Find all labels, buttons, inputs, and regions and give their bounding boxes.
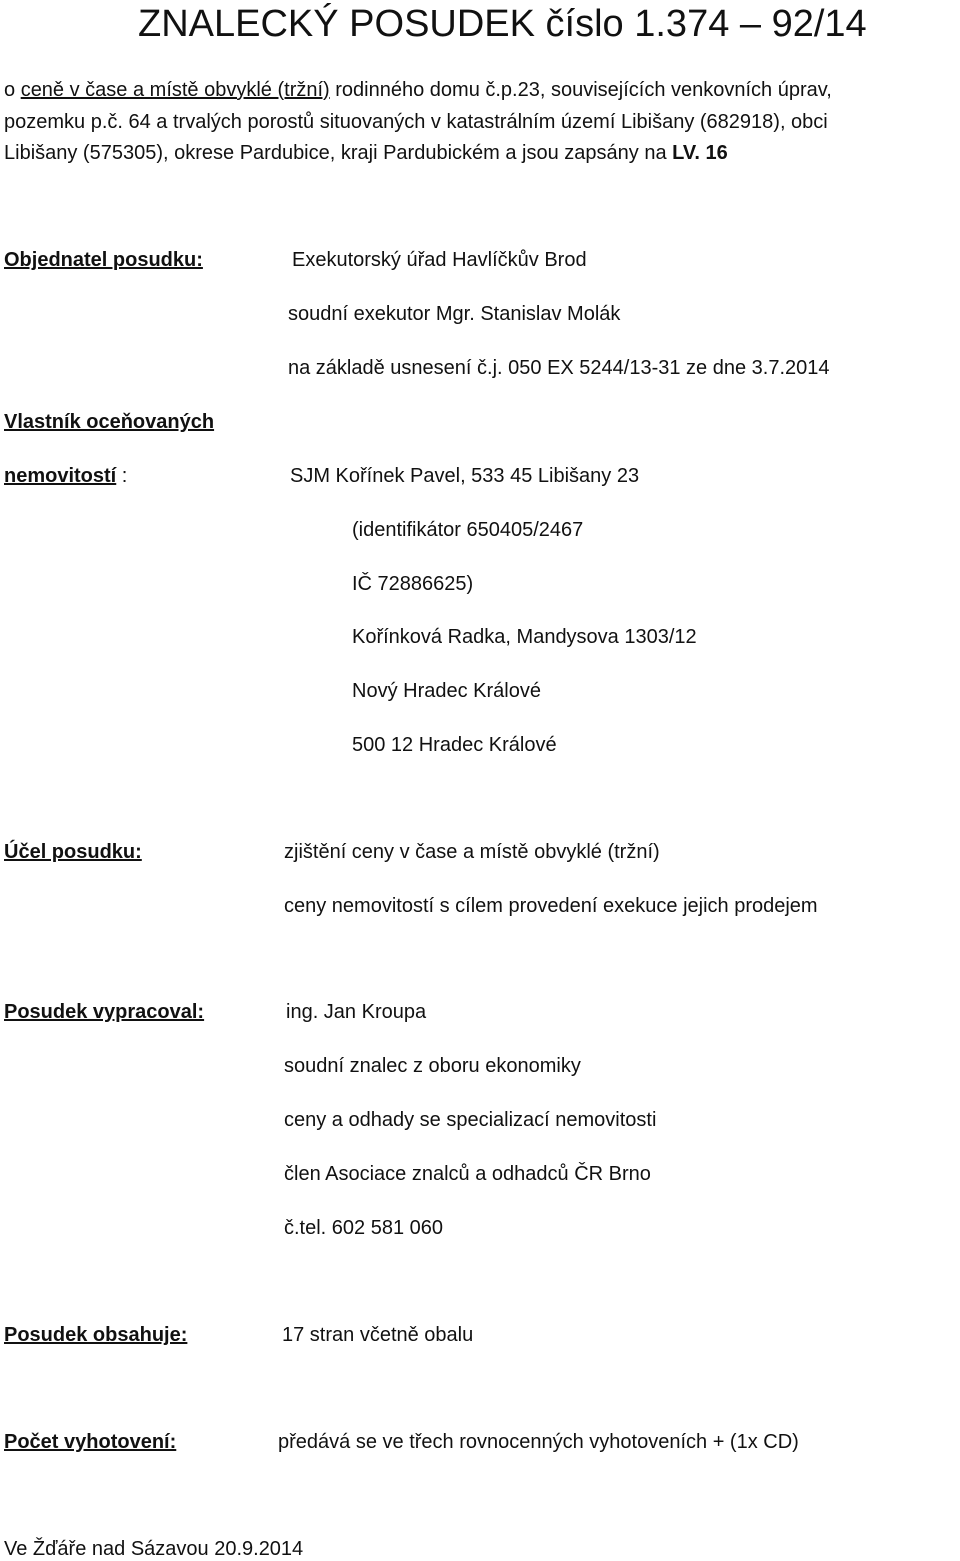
author-label: Posudek vypracoval: xyxy=(4,1001,205,1023)
owner-label-line-2 xyxy=(4,464,127,488)
author-phone: č.tel. 602 581 060 xyxy=(284,1217,444,1239)
intro-prefix: o xyxy=(4,79,21,101)
owner-label-word: nemovitostí xyxy=(4,465,117,487)
author-specialization: ceny a odhady se specializací nemovitosti xyxy=(284,1109,657,1131)
contents-label: Posudek obsahuje: xyxy=(4,1324,188,1346)
intro-suffix: rodinného domu č.p.23, souvisejících venkovních úprav, xyxy=(329,79,832,101)
author-membership: člen Asociace znalců a odhadců ČR Brno xyxy=(284,1163,651,1185)
owner-line-5: Nový Hradec Králové xyxy=(352,680,541,702)
purpose-label: Účel posudku: xyxy=(4,841,142,863)
purpose-line-2: ceny nemovitostí s cílem provedení exekuce jejich prodejem xyxy=(284,895,818,917)
contents-value: 17 stran včetně obalu xyxy=(282,1324,474,1346)
owner-label-colon: : xyxy=(116,465,128,487)
owner-line-6: 500 12 Hradec Králové xyxy=(352,734,557,756)
copies-value: předává se ve třech rovnocenných vyhotoveních + (1x CD) xyxy=(278,1431,799,1453)
owner-line-4: Kořínková Radka, Mandysova 1303/12 xyxy=(352,626,697,648)
copies-label: Počet vyhotovení: xyxy=(4,1431,177,1453)
intro-line-3-text: Libišany (575305), okrese Pardubice, kraji Pardubickém a jsou zapsány na xyxy=(4,142,673,164)
purpose-line-1: zjištění ceny v čase a místě obvyklé (tržní) xyxy=(284,841,660,863)
document-title: ZNALECKÝ POSUDEK číslo 1.374 – 92/14 xyxy=(138,3,867,45)
owner-line-3: IČ 72886625) xyxy=(352,573,474,595)
owner-line-1: SJM Kořínek Pavel, 533 45 Libišany 23 xyxy=(290,465,640,487)
place-date: Ve Žďáře nad Sázavou 20.9.2014 xyxy=(4,1538,304,1560)
intro-line-3 xyxy=(4,141,728,165)
owner-line-2: (identifikátor 650405/2467 xyxy=(352,519,584,541)
author-field: soudní znalec z oboru ekonomiky xyxy=(284,1055,581,1077)
author-name: ing. Jan Kroupa xyxy=(286,1001,427,1023)
client-label: Objednatel posudku: xyxy=(4,249,203,271)
client-resolution: na základě usnesení č.j. 050 EX 5244/13-31 ze dne 3.7.2014 xyxy=(288,357,830,379)
client-executor: soudní exekutor Mgr. Stanislav Molák xyxy=(288,303,621,325)
intro-price-link: ceně v čase a místě obvyklé (tržní) xyxy=(20,79,330,101)
owner-label-line-1: Vlastník oceňovaných xyxy=(4,411,215,433)
client-office: Exekutorský úřad Havlíčkův Brod xyxy=(292,249,587,271)
intro-line-1 xyxy=(4,78,832,102)
intro-line-2: pozemku p.č. 64 a trvalých porostů situovaných v katastrálním území Libišany (682918), obci xyxy=(4,111,828,133)
lv-number: LV. 16 xyxy=(672,142,728,164)
